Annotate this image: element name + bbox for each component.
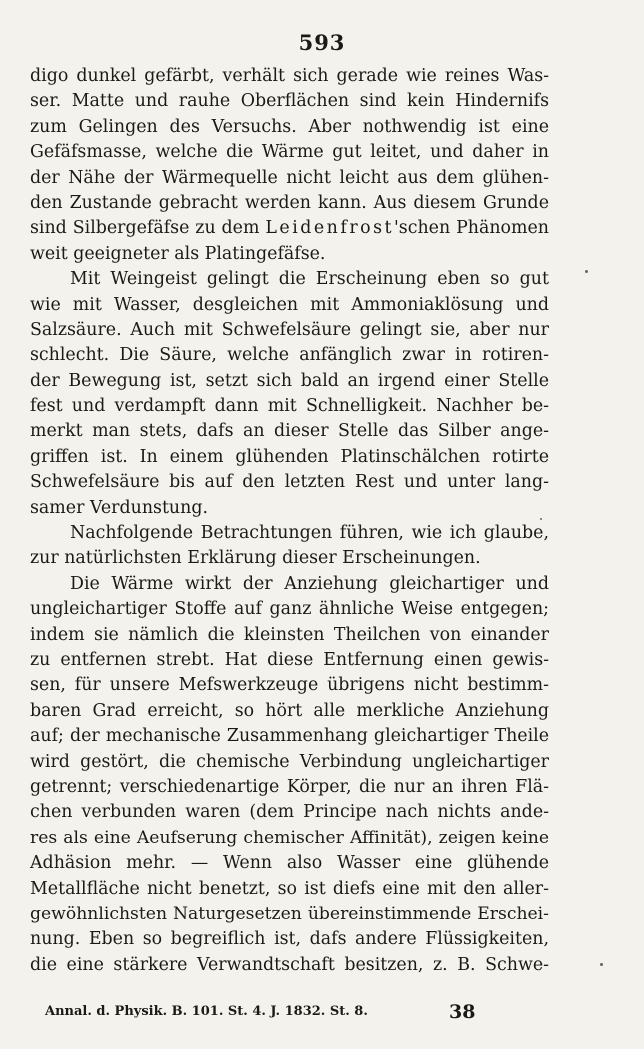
text-line: ser. Matte und rauhe Oberflächen sind kein Hindernifs xyxy=(30,91,549,112)
text-line: fest und verdampft dann mit Schnelligkeit. Nachher be- xyxy=(30,396,549,417)
text-line: chen verbunden waren (dem Principe nach nichts ande- xyxy=(30,802,549,823)
signature-mark: 38 xyxy=(449,1001,476,1023)
text-line: zur natürlichsten Erklärung dieser Erscheinungen. xyxy=(30,548,481,569)
text-line: der Bewegung ist, setzt sich bald an irgend einer Stelle xyxy=(30,370,549,391)
text-line: merkt man stets, dafs an dieser Stelle das Silber ange- xyxy=(30,421,549,442)
text-line: den Zustande gebracht werden kann. Aus diesem Grunde xyxy=(30,192,549,213)
text-line: die eine stärkere Verwandtschaft besitzen, z. B. Schwe- xyxy=(30,954,549,975)
text-line: indem sie nämlich die kleinsten Theilchen von einander xyxy=(30,624,549,645)
paper-speck xyxy=(600,963,603,966)
text-line: auf; der mechanische Zusammenhang gleichartiger Theile xyxy=(30,726,549,747)
text-line: der Nähe der Wärmequelle nicht leicht aus dem glühen- xyxy=(30,167,549,188)
paper-speck xyxy=(585,270,588,273)
text-line: zum Gelingen des Versuchs. Aber nothwendig ist eine xyxy=(30,116,549,137)
paper-speck xyxy=(540,518,542,520)
text-line: sen, für unsere Mefswerkzeuge übrigens nicht bestimm- xyxy=(30,675,549,696)
page-number: 593 xyxy=(298,30,346,55)
text-line: wie mit Wasser, desgleichen mit Ammoniaklösung und xyxy=(30,294,549,315)
text-line: res als eine Aeufserung chemischer Affinität), zeigen keine xyxy=(30,827,549,848)
text-line: zu entfernen strebt. Hat diese Entfernung einen gewis- xyxy=(30,649,549,670)
paragraph-start: Mit Weingeist gelingt die Erscheinung eben so gut xyxy=(70,269,549,290)
text-line: wird gestört, die chemische Verbindung ungleichartiger xyxy=(30,751,549,772)
text-line: Metallfläche nicht benetzt, so ist diefs eine mit den aller- xyxy=(30,878,549,899)
text-line: gewöhnlichsten Naturgesetzen übereinstimmende Erschei- xyxy=(30,903,549,924)
text-line: baren Grad erreicht, so hört alle merkliche Anziehung xyxy=(30,700,549,721)
text-line-leidenfrost xyxy=(30,216,549,241)
paragraph-start: Die Wärme wirkt der Anziehung gleichartiger und xyxy=(70,573,549,594)
text-line: digo dunkel gefärbt, verhält sich gerade wie reines Was- xyxy=(30,66,549,86)
text-line: griffen ist. In einem glühenden Platinschälchen rotirte xyxy=(30,446,549,467)
text-line: Adhäsion mehr. — Wenn also Wasser eine glühende xyxy=(30,853,549,874)
paragraph-start: Nachfolgende Betrachtungen führen, wie ich glaube, xyxy=(70,523,549,544)
text-line: ungleichartiger Stoffe auf ganz ähnliche Weise entgegen; xyxy=(30,599,549,620)
journal-reference: Annal. d. Physik. B. 101. St. 4. J. 1832. St. 8. xyxy=(45,1004,368,1019)
text-line: Schwefelsäure bis auf den letzten Rest und unter lang- xyxy=(30,472,549,493)
text-line: nung. Eben so begreiflich ist, dafs andere Flüssigkeiten, xyxy=(30,929,549,950)
page-footer xyxy=(45,1000,545,1024)
body-text xyxy=(30,64,549,978)
text-fragment: 'schen Phänomen xyxy=(394,218,549,239)
spaced-name-leidenfrost: Leidenfrost xyxy=(265,218,395,239)
text-fragment: sind Silbergefäfse zu dem xyxy=(30,218,266,239)
text-line: Salzsäure. Auch mit Schwefelsäure gelingt sie, aber nur xyxy=(30,319,549,340)
text-line: schlecht. Die Säure, welche anfänglich zwar in rotiren- xyxy=(30,345,549,366)
text-line: getrennt; verschiedenartige Körper, die nur an ihren Flä- xyxy=(30,776,549,797)
text-line: Gefäfsmasse, welche die Wärme gut leitet, und daher in xyxy=(30,142,549,163)
text-line: samer Verdunstung. xyxy=(30,497,208,518)
text-line: weit geeigneter als Platingefäfse. xyxy=(30,243,326,264)
